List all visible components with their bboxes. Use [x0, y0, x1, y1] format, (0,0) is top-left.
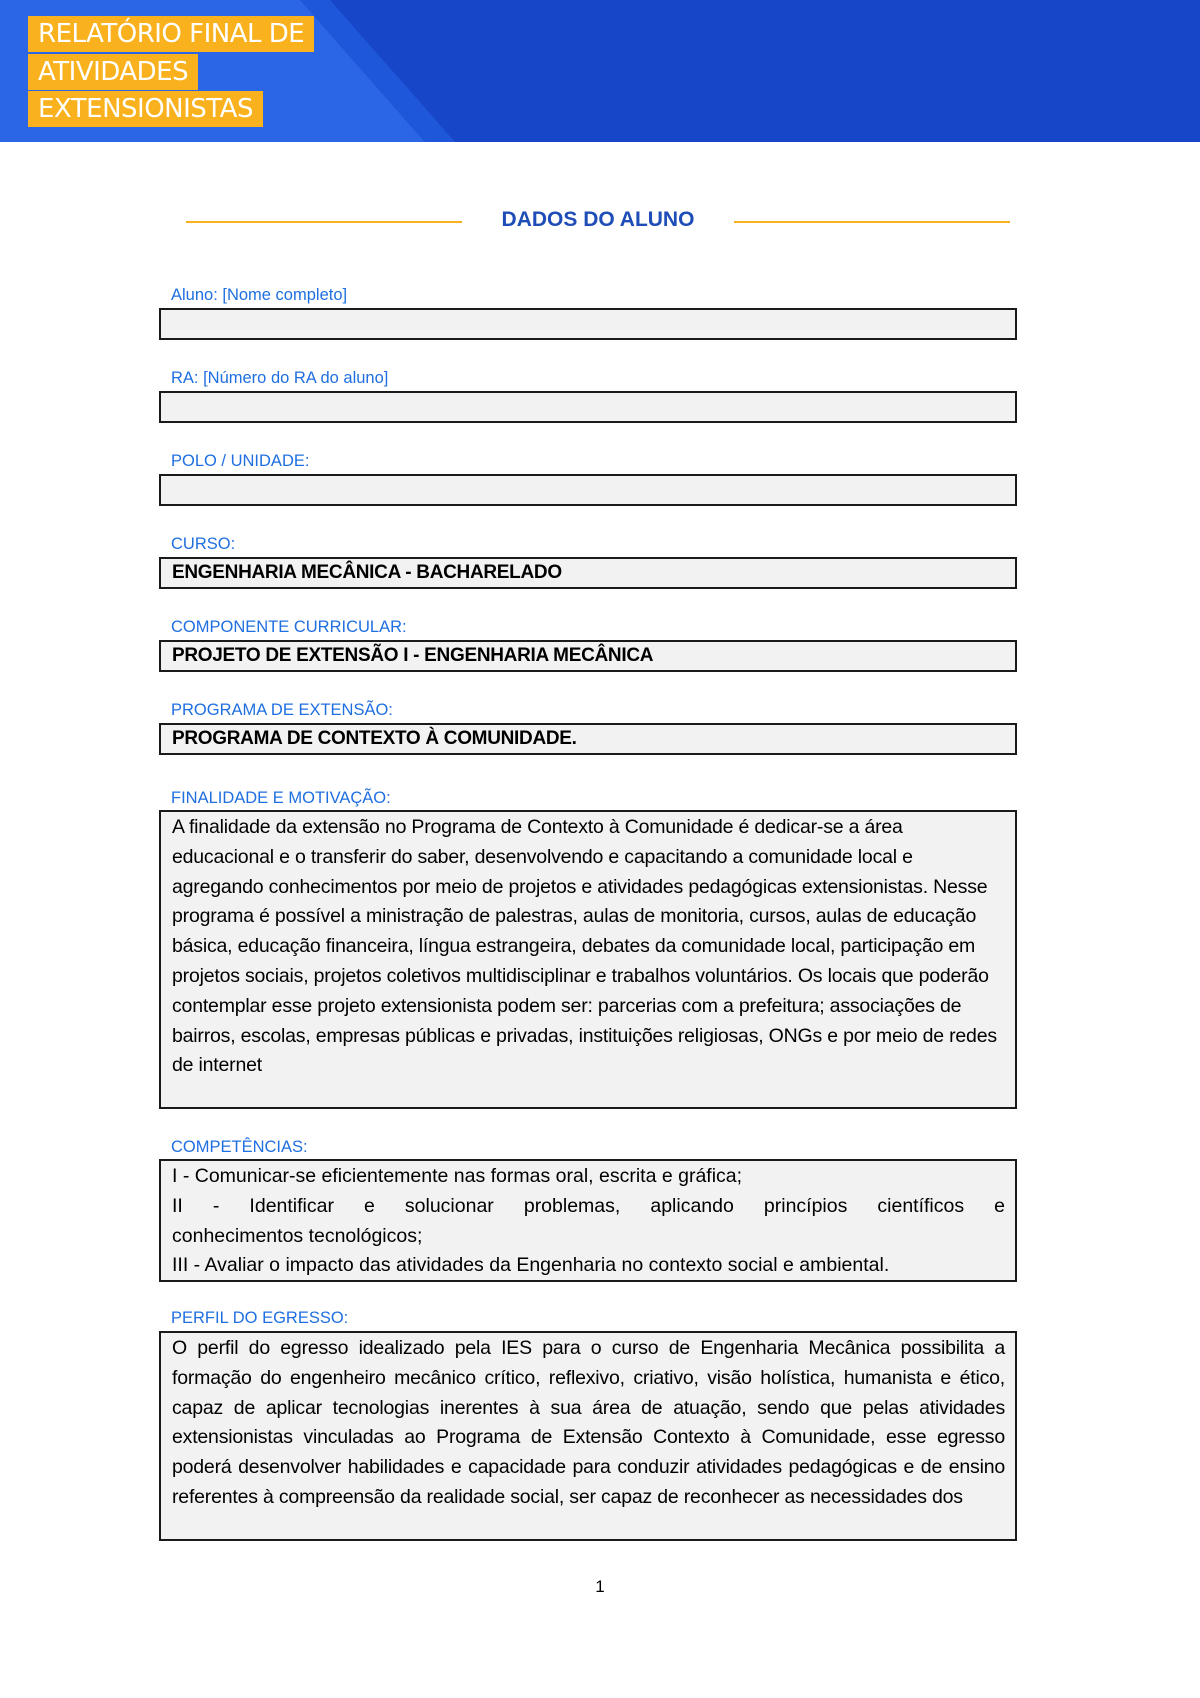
- ra-field[interactable]: [159, 391, 1017, 423]
- perfil-text: O perfil do egresso idealizado pela IES para o curso de Engenharia Mecânica possibilita a formação do engenheiro mecânico crítico, reflexivo, criativo, visão holística, humanista e ético, capaz de aplicar tecnologias inerentes à sua área de atuação, sendo que pelas atividades extensionistas vinculadas ao Programa de Extensão Contexto à Comunidade, esse egresso poderá desenvolver habilidades e capacidade para conduzir atividades pedagógicas e de ensino referentes à compreensão da realidade social, ser capaz de reconhecer as necessidades dos: [172, 1337, 1005, 1508]
- competencias-label: COMPETÊNCIAS:: [171, 1138, 308, 1156]
- aluno-field[interactable]: [159, 308, 1017, 340]
- competencia-item: III - Avaliar o impacto das atividades da Engenharia no contexto social e ambiental.: [172, 1254, 890, 1277]
- report-title-line-2: ATIVIDADES: [28, 54, 198, 90]
- polo-label: POLO / UNIDADE:: [171, 452, 310, 470]
- finalidade-label: FINALIDADE E MOTIVAÇÃO:: [171, 789, 391, 807]
- componente-label: COMPONENTE CURRICULAR:: [171, 618, 407, 636]
- finalidade-text: A finalidade da extensão no Programa de Contexto à Comunidade é dedicar-se a área educacional e o transferir do saber, desenvolvendo e capacitando a comunidade local e agregando conhecimentos por meio de projetos e atividades pedagógicas extensionistas. Nesse programa é possível a ministração de palestras, aulas de monitoria, cursos, aulas de educação básica, educação financeira, língua estrangeira, debates da comunidade local, participação em projetos sociais, projetos coletivos multidisciplinar e trabalhos voluntários. Os locais que poderão contemplar esse projeto extensionista podem ser: parcerias com a prefeitura; associações de bairros, escolas, empresas públicas e privadas, instituições religiosas, ONGs e por meio de redes de internet: [172, 816, 997, 1077]
- aluno-label: Aluno: [Nome completo]: [171, 286, 348, 304]
- componente-value: PROJETO DE EXTENSÃO I - ENGENHARIA MECÂNICA: [172, 645, 654, 666]
- programa-field: [159, 723, 1017, 755]
- competencia-item: conhecimentos tecnológicos;: [172, 1224, 423, 1247]
- section-rule-left: [186, 221, 462, 223]
- perfil-label: PERFIL DO EGRESSO:: [171, 1309, 349, 1327]
- competencia-item: I - Comunicar-se eficientemente nas formas oral, escrita e gráfica;: [172, 1165, 743, 1187]
- componente-field: [159, 640, 1017, 672]
- report-title-line-3: EXTENSIONISTAS: [28, 91, 263, 127]
- programa-value: PROGRAMA DE CONTEXTO À COMUNIDADE.: [172, 728, 577, 749]
- curso-value: ENGENHARIA MECÂNICA - BACHARELADO: [172, 562, 562, 583]
- curso-label: CURSO:: [171, 535, 236, 553]
- page-number: 1: [595, 1577, 605, 1596]
- ra-label: RA: [Número do RA do aluno]: [171, 369, 389, 387]
- polo-field[interactable]: [159, 474, 1017, 506]
- competencias-field: [159, 1159, 1017, 1282]
- competencias-list: [161, 1161, 1015, 1281]
- report-title-line-1: RELATÓRIO FINAL DE: [28, 16, 314, 52]
- header-banner: [0, 0, 1200, 142]
- finalidade-field: [159, 810, 1017, 1109]
- section-header: [186, 205, 1010, 235]
- programa-label: PROGRAMA DE EXTENSÃO:: [171, 701, 393, 719]
- competencia-item: II - Identificar e solucionar problemas, aplicando princípios científicos e: [172, 1194, 1005, 1217]
- curso-field: [159, 557, 1017, 589]
- section-rule-right: [734, 221, 1010, 223]
- perfil-field: [159, 1331, 1017, 1541]
- section-title: DADOS DO ALUNO: [501, 208, 695, 231]
